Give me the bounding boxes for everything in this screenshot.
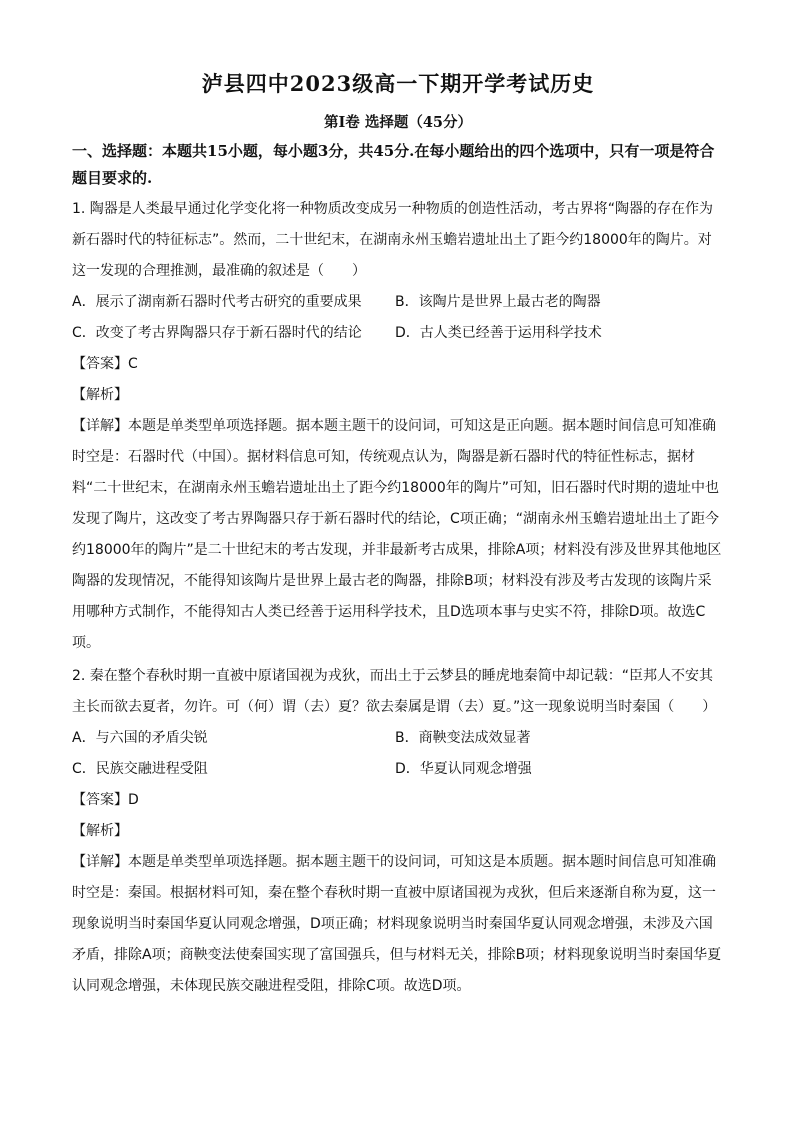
section-instructions: 一、选择题：本题共15小题，每小题3分，共45分.在每小题给出的四个选项中，只有一项是符合题目要求的. — [72, 142, 715, 187]
detail-explanation: 【详解】本题是单类型单项选择题。据本题主题干的设问词，可知这是本质题。据本题时间信息可知准确时空是：秦国。根据材料可知，秦在整个春秋时期一直被中原诸国视为戎狄，但后来逐渐自称为夏，这一现象说明当时秦国华夏认同观念增强，D项正确；材料现象说明当时秦国华夏认同观念增强，未涉及六国矛盾，排除A项；商鞅变法使秦国实现了富国强兵，但与材料无关，排除B项；材料现象说明当时秦国华夏认同观念增强，未体现民族交融进程受阻，排除C项。故选D项。 — [72, 854, 722, 994]
question-stem: 1. 陶器是人类最早通过化学变化将一种物质改变成另一种物质的创造性活动，考古界将“陶器的存在作为新石器时代的特征标志”。然而，二十世纪末，在湖南永州玉蟾岩遗址出土了距今约18000年的陶片。对这一发现的合理推测，最准确的叙述是（ ） — [72, 201, 714, 279]
question-2 — [72, 661, 724, 1002]
answer-label: 【答案】D — [72, 792, 139, 808]
option-b: B．商鞅变法成效显著 — [395, 730, 531, 746]
analysis-label: 【解析】 — [72, 823, 128, 839]
answer-label: 【答案】C — [72, 356, 138, 372]
option-d: D．华夏认同观念增强 — [395, 761, 532, 777]
page-title: 泸县四中2023级高一下期开学考试历史 — [201, 71, 595, 96]
option-b: B．该陶片是世界上最古老的陶器 — [395, 294, 601, 310]
question-stem: 2. 秦在整个春秋时期一直被中原诸国视为戎狄，而出土于云梦县的睡虎地秦简中却记载：“臣邦人不安其主长而欲去夏者，勿许。可（何）谓（去）夏？欲去秦属是谓（去）夏。”这一现象说明当时秦国（ ） — [72, 668, 717, 715]
section-subtitle: 第Ⅰ卷 选择题（45分） — [323, 114, 472, 131]
question-1 — [72, 194, 724, 659]
option-a: A．展示了湖南新石器时代考古研究的重要成果 — [72, 294, 362, 310]
option-d: D．古人类已经善于运用科学技术 — [395, 325, 602, 341]
options-grid — [72, 287, 724, 349]
option-c: C．民族交融进程受阻 — [72, 761, 208, 777]
analysis-label: 【解析】 — [72, 387, 128, 403]
option-a: A．与六国的矛盾尖锐 — [72, 730, 208, 746]
detail-explanation: 【详解】本题是单类型单项选择题。据本题主题干的设问词，可知这是正向题。据本题时间信息可知准确时空是：石器时代（中国）。据材料信息可知，传统观点认为，陶器是新石器时代的特征性标志，据材料“二十世纪末，在湖南永州玉蟾岩遗址出土了距今约18000年的陶片”可知，旧石器时代时期的遗址中也发现了陶片，这改变了考古界陶器只存于新石器时代的结论，C项正确；“湖南永州玉蟾岩遗址出土了距今约18000年的陶片”是二十世纪末的考古发现，并非最新考古成果，排除A项；材料没有涉及世界其他地区陶器的发现情况，不能得知该陶片是世界上最古老的陶器，排除B项；材料没有涉及考古发现的该陶片采用哪种方式制作，不能得知古人类已经善于运用科学技术，且D选项本事与史实不符，排除D项。故选C项。 — [72, 418, 722, 651]
options-grid — [72, 723, 724, 785]
option-c: C．改变了考古界陶器只存于新石器时代的结论 — [72, 325, 362, 341]
